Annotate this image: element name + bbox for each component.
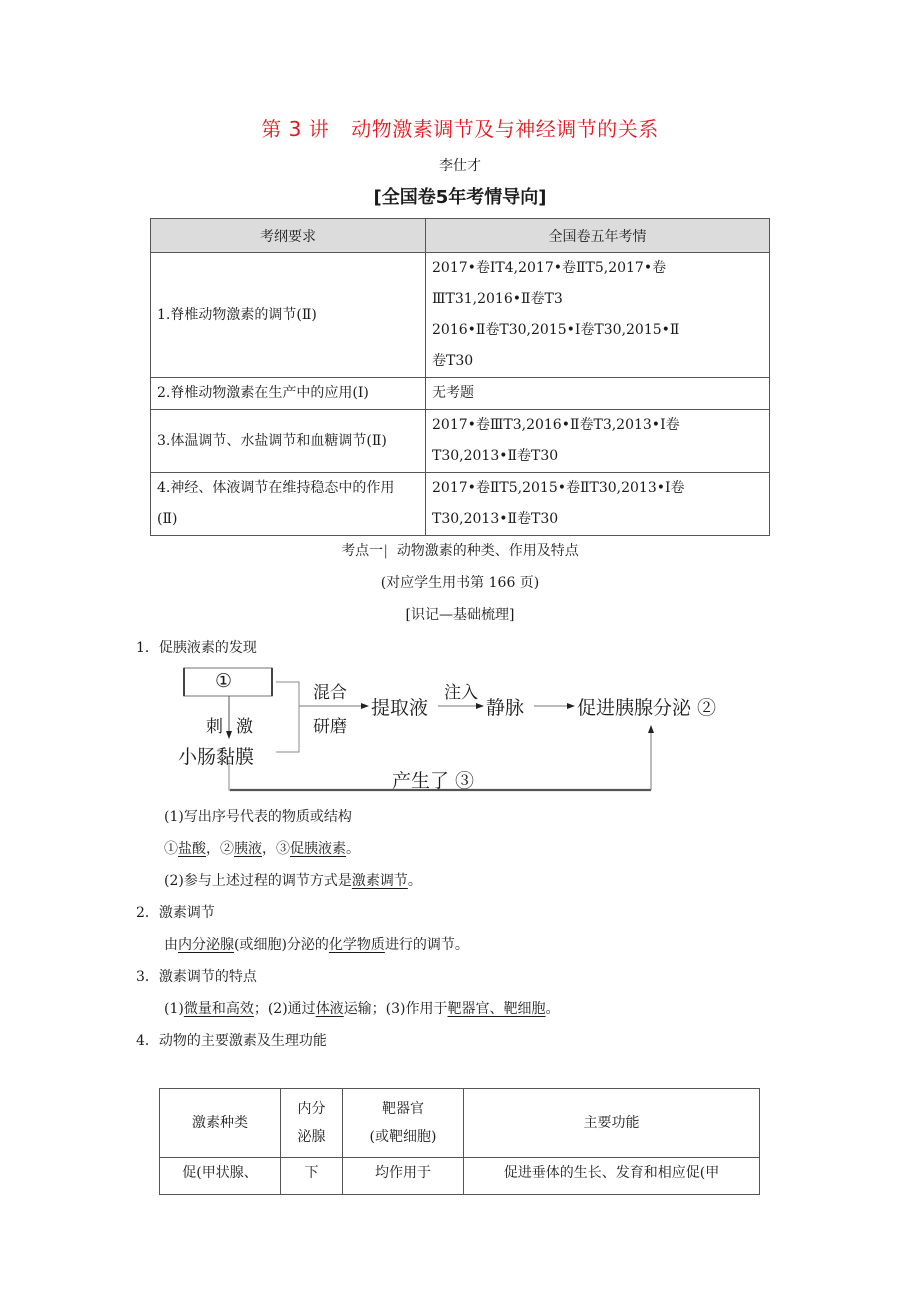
answer-trace-efficient: 微量和高效 — [183, 1001, 254, 1017]
header-line: (或靶细胞) — [369, 1129, 437, 1145]
answer-endocrine-gland: 内分泌腺 — [178, 937, 234, 953]
lecture-title — [0, 113, 920, 142]
mucosa-label: 小肠黏膜 — [178, 746, 255, 768]
exam-table-header — [151, 219, 770, 253]
history-cell — [426, 473, 770, 536]
col-header-hormone: 激素种类 — [160, 1089, 281, 1158]
text: 进行的调节。 — [384, 937, 469, 953]
answer-pancreatic-juice: 胰液 — [234, 841, 262, 857]
history-cell: 无考题 — [426, 378, 770, 410]
exam-table — [150, 218, 770, 536]
target-cell: 均作用于 — [343, 1158, 464, 1195]
item4-title: 4．动物的主要激素及生理功能 — [136, 1033, 327, 1049]
bracket-line — [276, 682, 299, 752]
inject-label: 注入 — [444, 683, 478, 703]
text: (1) — [164, 1001, 184, 1017]
text: 由 — [164, 937, 178, 953]
requirement-cell: 2.脊椎动物激素在生产中的应用(Ⅰ) — [151, 378, 426, 410]
history-cell — [426, 410, 770, 473]
answer-hormone-regulation: 激素调节 — [351, 873, 408, 889]
text: ；(2)通过 — [253, 1001, 316, 1017]
lecture-title-text: 动物激素调节及与神经调节的关系 — [351, 117, 659, 141]
history-line: ⅢT31,2016•Ⅱ卷T3 — [432, 291, 563, 307]
lecture-number: 第 3 讲 — [261, 117, 330, 141]
section-heading-text: 动物激素的种类、作用及特点 — [396, 543, 579, 559]
requirement-line: 4.神经、体液调节在维持稳态中的作用 — [157, 480, 395, 496]
hormone-table-header — [160, 1089, 760, 1158]
history-line: 2017•卷ⅠT4,2017•卷ⅡT5,2017•卷 — [432, 260, 667, 276]
gland-cell: 下 — [281, 1158, 343, 1195]
requirement-cell — [151, 473, 426, 536]
header-line: 内分 — [297, 1101, 326, 1117]
text: ，③ — [262, 841, 290, 857]
header-line: 靶器官 — [382, 1101, 424, 1117]
requirement-line: (Ⅱ) — [157, 511, 178, 527]
answer-body-fluid: 体液 — [315, 1001, 344, 1017]
hormone-cell: 促(甲状腺、 — [160, 1158, 281, 1195]
grind-label: 研磨 — [313, 717, 347, 737]
vein-label: 静脉 — [486, 697, 525, 719]
col-header-gland — [281, 1089, 343, 1158]
history-line: 2016•Ⅱ卷T30,2015•Ⅰ卷T30,2015•Ⅱ — [432, 322, 680, 338]
stimulate-label-a: 刺 — [206, 717, 223, 737]
function-cell: 促进垂体的生长、发育和相应促(甲 — [464, 1158, 760, 1195]
q1-text: (1)写出序号代表的物质或结构 — [164, 809, 352, 825]
mix-label: 混合 — [313, 683, 347, 703]
history-line: 2017•卷ⅡT5,2015•卷ⅡT30,2013•Ⅰ卷 — [432, 480, 685, 496]
item3-title: 3．激素调节的特点 — [136, 969, 257, 985]
table-row — [151, 473, 770, 536]
text: (2)参与上述过程的调节方式是 — [164, 873, 352, 889]
col-header-history: 全国卷五年考情 — [426, 219, 770, 253]
text: (或细胞)分泌的 — [234, 937, 329, 953]
answer-chemical-substance: 化学物质 — [328, 937, 385, 953]
hormone-table — [159, 1088, 760, 1195]
text: ① — [164, 841, 178, 857]
stimulate-label-b: 激 — [236, 717, 253, 737]
author: 李仕才 — [439, 158, 481, 174]
header-line: 泌腺 — [297, 1129, 326, 1145]
requirement-cell: 3.体温调节、水盐调节和血糖调节(Ⅱ) — [151, 410, 426, 473]
extract-label: 提取液 — [371, 697, 429, 719]
item2-title: 2．激素调节 — [136, 905, 215, 921]
subsection-label: [识记—基础梳理] — [405, 607, 515, 623]
answer-hydrochloric-acid: 盐酸 — [178, 841, 206, 857]
history-line: 2017•卷ⅢT3,2016•Ⅱ卷T3,2013•Ⅰ卷 — [432, 417, 680, 433]
q2-text — [164, 870, 422, 890]
text: ，② — [206, 841, 234, 857]
history-line: T30,2013•Ⅱ卷T30 — [432, 511, 559, 527]
secretin-diagram — [170, 660, 770, 800]
col-header-requirement: 考纲要求 — [151, 219, 426, 253]
page-reference: (对应学生用书第 166 页) — [380, 575, 540, 591]
answer-secretin: 促胰液素 — [290, 841, 346, 857]
q1-answer — [164, 838, 360, 858]
table-row — [160, 1158, 760, 1195]
item2-body — [164, 934, 469, 954]
col-header-target — [343, 1089, 464, 1158]
text: 。 — [545, 1001, 560, 1017]
item3-body — [164, 998, 560, 1018]
history-line: T30,2013•Ⅱ卷T30 — [432, 448, 559, 464]
table-row — [151, 410, 770, 473]
box-1-label: ① — [215, 670, 233, 692]
requirement-cell: 1.脊椎动物激素的调节(Ⅱ) — [151, 253, 426, 378]
text: 。 — [407, 873, 422, 889]
promote-label: 促进胰腺分泌 ② — [577, 697, 717, 719]
history-line: 卷T30 — [432, 353, 474, 369]
section-heading: 考点一| 动物激素的种类、作用及特点 — [341, 543, 579, 559]
section-banner: [全国卷5年考情导向] — [373, 187, 547, 208]
section-heading-prefix: 考点一 — [341, 543, 384, 559]
table-row — [151, 253, 770, 378]
table-row — [151, 378, 770, 410]
col-header-function: 主要功能 — [464, 1089, 760, 1158]
answer-target-organs: 靶器官、靶细胞 — [447, 1001, 546, 1017]
text: 。 — [346, 841, 360, 857]
produce-label: 产生了 ③ — [392, 770, 475, 792]
history-cell — [426, 253, 770, 378]
item1-title: 1．促胰液素的发现 — [136, 640, 257, 656]
text: 运输；(3)作用于 — [343, 1001, 448, 1017]
